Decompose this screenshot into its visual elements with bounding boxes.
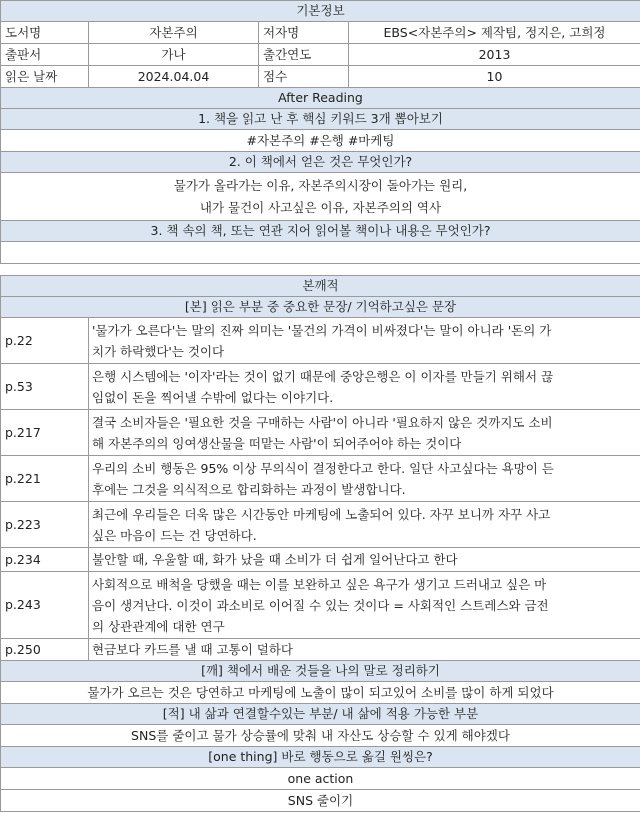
answer-2-line-1: 물가가 올라가는 이유, 자본주의시장이 돌아가는 원리, — [173, 177, 468, 193]
read-date-value: 2024.04.04 — [89, 66, 259, 88]
quote-text — [89, 572, 640, 639]
quote-line: '물가가 오른다'는 말의 진짜 의미는 '물건의 가격이 비싸졌다'는 말이 아니라 '돈의 가 — [92, 322, 552, 338]
book-title-label: 도서명 — [1, 22, 89, 44]
quote-page: p.22 — [1, 318, 89, 364]
quote-line: 최근에 우리들은 더욱 많은 시간동안 마케팅에 노출되어 있다. 자꾸 보니까 자꾸 사고 — [92, 506, 551, 522]
question-1: 1. 책을 읽고 난 후 핵심 키워드 3개 뽑아보기 — [1, 109, 640, 130]
pub-year-value: 2013 — [349, 44, 640, 66]
after-reading-header: After Reading — [1, 88, 640, 109]
answer-3 — [1, 242, 640, 264]
quote-page: p.223 — [1, 502, 89, 548]
quote-text — [89, 318, 640, 364]
answer-2-line-2: 내가 물건이 사고싶은 이유, 자본주의의 역사 — [199, 199, 442, 215]
kkae-header: [깨] 책에서 배운 것들을 나의 말로 정리하기 — [1, 661, 640, 682]
bonkkaejeok-header: 본깨적 — [1, 276, 640, 297]
quote-page: p.221 — [1, 456, 89, 502]
answer-2 — [1, 173, 640, 221]
answer-1-keywords: #자본주의 #은행 #마케팅 — [1, 130, 640, 152]
quote-line: 불안할 때, 우울할 때, 화가 났을 때 소비가 더 쉽게 일어난다고 한다 — [92, 552, 458, 567]
one-thing-header: [one thing] 바로 행동으로 옮길 원씽은? — [1, 747, 640, 768]
quote-page: p.243 — [1, 572, 89, 639]
quote-text — [89, 548, 640, 572]
pub-year-label: 출간연도 — [259, 44, 349, 66]
bon-header: [본] 읽은 부분 중 중요한 문장/ 기억하고싶은 문장 — [1, 297, 640, 318]
quote-text — [89, 364, 640, 410]
section-spacer — [1, 264, 640, 276]
quote-line: 결국 소비자들은 '필요한 것을 구매하는 사람'이 아니라 '필요하지 않은 것까지도 소비 — [92, 414, 553, 430]
quote-line: 음이 생겨난다. 이것이 과소비로 이어질 수 있는 것이다 = 사회적인 스트레스와 금전 — [92, 597, 549, 613]
quote-line: 싶은 마음이 드는 건 당연하다. — [92, 527, 257, 543]
question-3: 3. 책 속의 책, 또는 연관 지어 읽어볼 책이나 내용은 무엇인가? — [1, 221, 640, 242]
one-action-label: one action — [1, 768, 640, 790]
jeok-header: [적] 내 삶과 연결할수있는 부분/ 내 삶에 적용 가능한 부분 — [1, 704, 640, 725]
quote-page: p.53 — [1, 364, 89, 410]
score-label: 점수 — [259, 66, 349, 88]
quote-page: p.217 — [1, 410, 89, 456]
read-date-label: 읽은 날짜 — [1, 66, 89, 88]
author-label: 저자명 — [259, 22, 349, 44]
score-value: 10 — [349, 66, 640, 88]
quote-page: p.234 — [1, 548, 89, 572]
author-value: EBS<자본주의> 제작팀, 정지은, 고희정 — [349, 22, 640, 44]
quote-line: 임없이 돈을 찍어낼 수밖에 없다는 이야기다. — [92, 389, 334, 405]
quote-text — [89, 502, 640, 548]
book-title-value: 자본주의 — [89, 22, 259, 44]
jeok-application: SNS를 줄이고 물가 상승률에 맞춰 내 자산도 상승할 수 있게 해야겠다 — [1, 725, 640, 747]
quote-line: 우리의 소비 행동은 95% 이상 무의식이 결정한다고 한다. 일단 사고싶다는 욕망이 든 — [92, 460, 554, 476]
quote-text — [89, 410, 640, 456]
quote-line: 의 상관관계에 대한 연구 — [92, 618, 225, 634]
quote-line: 치가 하락했다'는 것이다 — [92, 343, 225, 359]
quote-text — [89, 639, 640, 661]
one-action-value: SNS 줄이기 — [1, 790, 640, 812]
publisher-value: 가나 — [89, 44, 259, 66]
publisher-label: 출판서 — [1, 44, 89, 66]
quote-line: 해 자본주의의 잉여생산물을 떠맡는 사람'이 되어주어야 하는 것이다 — [92, 435, 462, 451]
basic-info-header: 기본정보 — [1, 1, 640, 22]
quote-text — [89, 456, 640, 502]
quote-line: 은행 시스템에는 '이자'라는 것이 없기 때문에 중앙은행은 이 이자를 만들기 위해서 끊 — [92, 368, 554, 384]
quote-line: 후에는 그것을 의식적으로 합리화하는 과정이 발생합니다. — [92, 481, 406, 497]
question-2: 2. 이 책에서 얻은 것은 무엇인가? — [1, 152, 640, 173]
kkae-summary: 물가가 오르는 것은 당연하고 마케팅에 노출이 많이 되고있어 소비를 많이 하게 되었다 — [1, 682, 640, 704]
quote-line: 현금보다 카드를 낼 때 고통이 덜하다 — [92, 642, 293, 657]
quote-line: 사회적으로 배척을 당했을 때는 이를 보완하고 싶은 욕구가 생기고 드러내고 싶은 마 — [92, 576, 547, 592]
quote-page: p.250 — [1, 639, 89, 661]
